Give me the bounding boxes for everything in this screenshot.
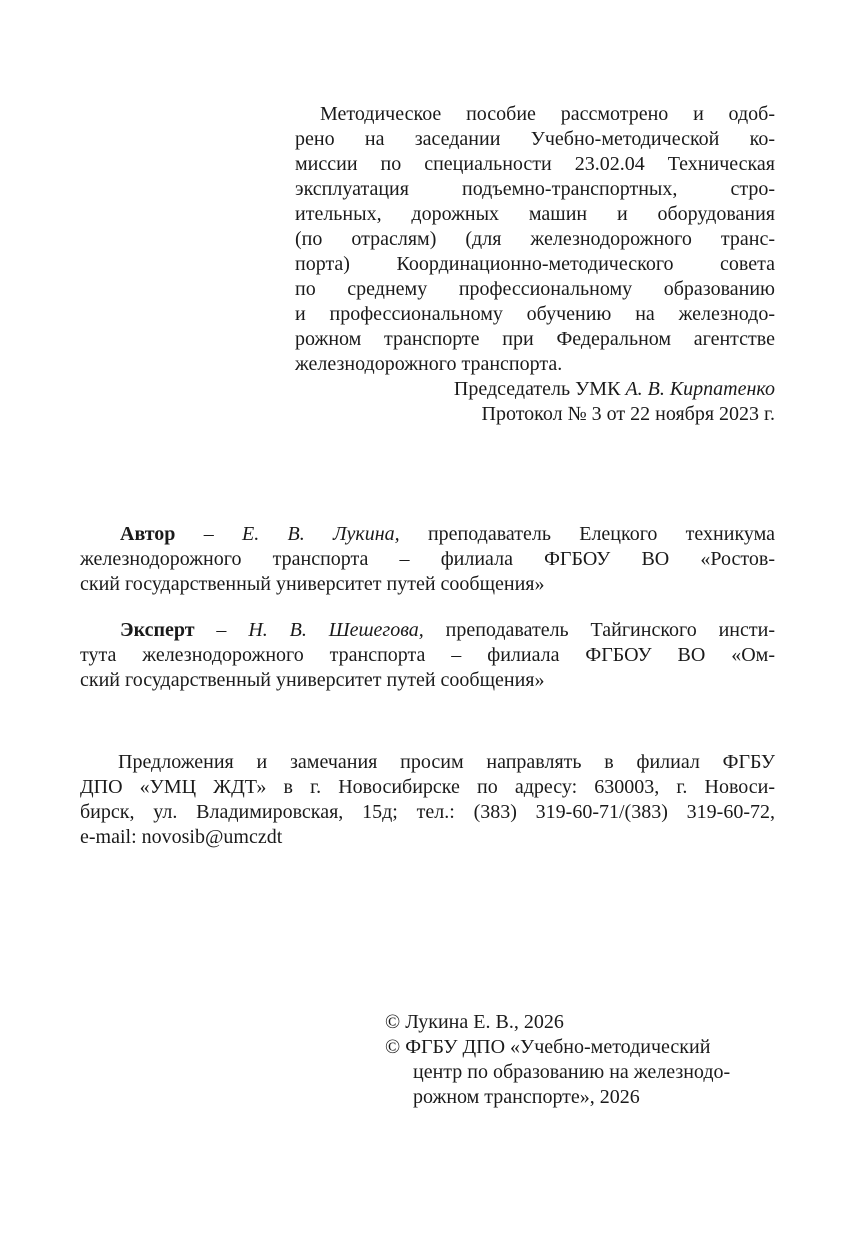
- expert-line-3: ский государственный университет путей сообщения»: [80, 669, 545, 691]
- chair-name: А. В. Кирпатенко: [625, 378, 775, 400]
- text-line: рено на заседании Учебно-методической ко-: [295, 128, 775, 150]
- expert-line-1-rest: преподаватель Тайгинского инсти-: [423, 619, 775, 641]
- text-line: железнодорожного транспорта.: [295, 353, 563, 375]
- text-line: Предложения и замечания просим направлять в филиал ФГБУ: [118, 751, 775, 773]
- text-line: рожном транспорте при Федеральном агентстве: [295, 328, 775, 350]
- text-line: e-mail: novosib@umczdt: [80, 826, 283, 848]
- text-line: бирск, ул. Владимировская, 15д; тел.: (383) 319-60-71/(383) 319-60-72,: [80, 801, 775, 823]
- chair-prefix: Председатель УМК: [453, 378, 626, 400]
- expert-name: Н. В. Шешегова,: [248, 619, 424, 641]
- text-line: миссии по специальности 23.02.04 Техническая: [295, 153, 775, 175]
- text-line: © ФГБУ ДПО «Учебно-методический: [385, 1036, 711, 1058]
- text-line: (по отраслям) (для железнодорожного транс-: [295, 228, 775, 250]
- author-line-2: железнодорожного транспорта – филиала ФГБОУ ВО «Ростов-: [80, 548, 775, 570]
- expert-dash: –: [194, 619, 249, 641]
- expert-label: Эксперт: [120, 619, 195, 641]
- contact-paragraph: [80, 750, 775, 850]
- text-line: центр по образованию на железнодо-: [413, 1061, 731, 1083]
- author-label: Автор: [120, 523, 176, 545]
- chair-line: [80, 377, 775, 402]
- author-name: Е. В. Лукина,: [241, 523, 400, 545]
- approval-signature: [80, 377, 775, 427]
- text-line: Методическое пособие рассмотрено и одоб-: [320, 103, 775, 125]
- copyright-block: [385, 1010, 777, 1110]
- author-line-1: [80, 522, 775, 547]
- text-line: ительных, дорожных машин и оборудования: [295, 203, 775, 225]
- author-paragraph: [80, 522, 775, 597]
- expert-line-2: тута железнодорожного транспорта – филиала ФГБОУ ВО «Ом-: [80, 644, 775, 666]
- text-line: по среднему профессиональному образованию: [295, 278, 775, 300]
- text-line: рожном транспорте», 2026: [413, 1086, 640, 1108]
- author-dash: –: [175, 523, 242, 545]
- text-line: ДПО «УМЦ ЖДТ» в г. Новосибирске по адресу: 630003, г. Новоси-: [80, 776, 775, 798]
- protocol-line: Протокол № 3 от 22 ноября 2023 г.: [481, 403, 775, 425]
- text-line: и профессиональному обучению на железнодо-: [295, 303, 775, 325]
- author-line-1-rest: преподаватель Елецкого техникума: [399, 523, 776, 545]
- text-line: порта) Координационно-методического совета: [295, 253, 775, 275]
- text-line: эксплуатация подъемно-транспортных, стро-: [295, 178, 775, 200]
- copyright-item-publisher: [385, 1035, 777, 1110]
- author-line-3: ский государственный университет путей сообщения»: [80, 573, 545, 595]
- expert-line-1: [80, 618, 775, 643]
- copyright-item-author: © Лукина Е. В., 2026: [385, 1011, 564, 1033]
- expert-paragraph: [80, 618, 775, 693]
- approval-paragraph: [295, 102, 775, 377]
